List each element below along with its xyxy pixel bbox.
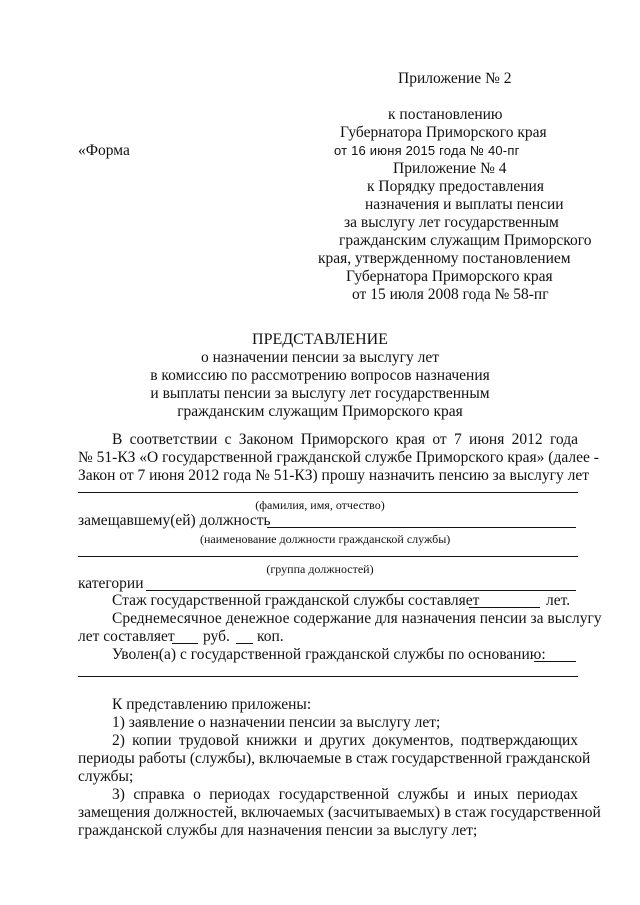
dismissal-field[interactable] [534, 661, 576, 662]
order-line: за выслугу лет государственным [344, 214, 559, 231]
form-mark: «Форма [78, 142, 130, 159]
intro-line: Закон от 7 июня 2012 года № 51-КЗ) прошу назначить пенсию за выслугу лет [78, 467, 590, 484]
fio-field-line[interactable] [78, 492, 578, 493]
intro-line: № 51-КЗ «О государственной гражданской службе Приморского края» (далее - [78, 449, 599, 466]
order-line: назначения и выплаты пенсии [365, 196, 564, 213]
category-field-line[interactable] [146, 590, 576, 591]
fio-hint: (фамилия, имя, отчество) [255, 498, 385, 512]
dismissal-field-line-2[interactable] [78, 676, 578, 677]
service-length-field[interactable] [469, 607, 540, 608]
attachment-item-3: замещения должностей, включаемых (засчитываемых) в стаж государственной [78, 804, 601, 821]
appendix-2: Приложение № 2 [398, 70, 512, 87]
service-length-label: Стаж государственной гражданской службы составляет [112, 592, 480, 609]
dismissal-label: Уволен(а) с государственной гражданской службы по основанию: [112, 646, 546, 663]
attachment-item-2: 2) копии трудовой книжки и других документов, подтверждающих [112, 732, 578, 749]
service-length-suffix: лет. [546, 592, 571, 609]
attachment-item-3: гражданской службы для назначения пенсии за выслугу лет; [78, 822, 478, 839]
title-line: о назначении пенсии за выслугу лет [200, 349, 440, 366]
position-hint: (наименование должности гражданской службы) [200, 532, 451, 546]
appendix-4: Приложение № 4 [393, 160, 507, 177]
attachment-item-1: 1) заявление о назначении пенсии за выслугу лет; [112, 714, 441, 731]
order-line: Губернатора Приморского края [346, 268, 553, 285]
intro-line: В соответствии с Законом Приморского края от 7 июня 2012 года [112, 431, 578, 448]
document-heading: ПРЕДСТАВЛЕНИЕ [252, 331, 388, 348]
to-resolution: к постановлению [388, 106, 503, 123]
salary-rub-label: руб. [203, 628, 230, 645]
salary-prefix: лет составляет [78, 628, 175, 645]
position-field-line[interactable] [267, 527, 576, 528]
group-field-line[interactable] [78, 556, 578, 557]
order-line: края, утвержденному постановлением [318, 250, 571, 267]
attachments-title: К представлению приложены: [112, 696, 312, 713]
title-line: в комиссию по рассмотрению вопросов назначения [150, 367, 490, 384]
resolution-date-stamp: от 16 июня 2015 года № 40-пг [334, 143, 520, 158]
salary-kop-label: коп. [257, 628, 284, 645]
governor-line: Губернатора Приморского края [340, 124, 547, 141]
category-label: категории [78, 575, 144, 592]
salary-line: Среднемесячное денежное содержание для назначения пенсии за выслугу [112, 610, 602, 627]
order-line: к Порядку предоставления [367, 178, 544, 195]
salary-kop-field[interactable] [236, 643, 253, 644]
group-hint: (группа должностей) [266, 562, 374, 576]
title-line: гражданским служащим Приморского края [177, 403, 463, 420]
attachment-item-2: службы; [78, 768, 134, 785]
title-line: и выплаты пенсии за выслугу лет государственным [150, 385, 490, 402]
attachment-item-2: периоды работы (службы), включаемые в стаж государственной гражданской [78, 750, 591, 767]
attachment-item-3: 3) справка о периодах государственной службы и иных периодах [112, 786, 578, 803]
order-line: гражданским служащим Приморского [339, 232, 592, 249]
order-line: от 15 июля 2008 года № 58-пг [352, 286, 549, 303]
salary-rub-field[interactable] [172, 643, 198, 644]
position-label: замещавшему(ей) должность [78, 512, 271, 529]
